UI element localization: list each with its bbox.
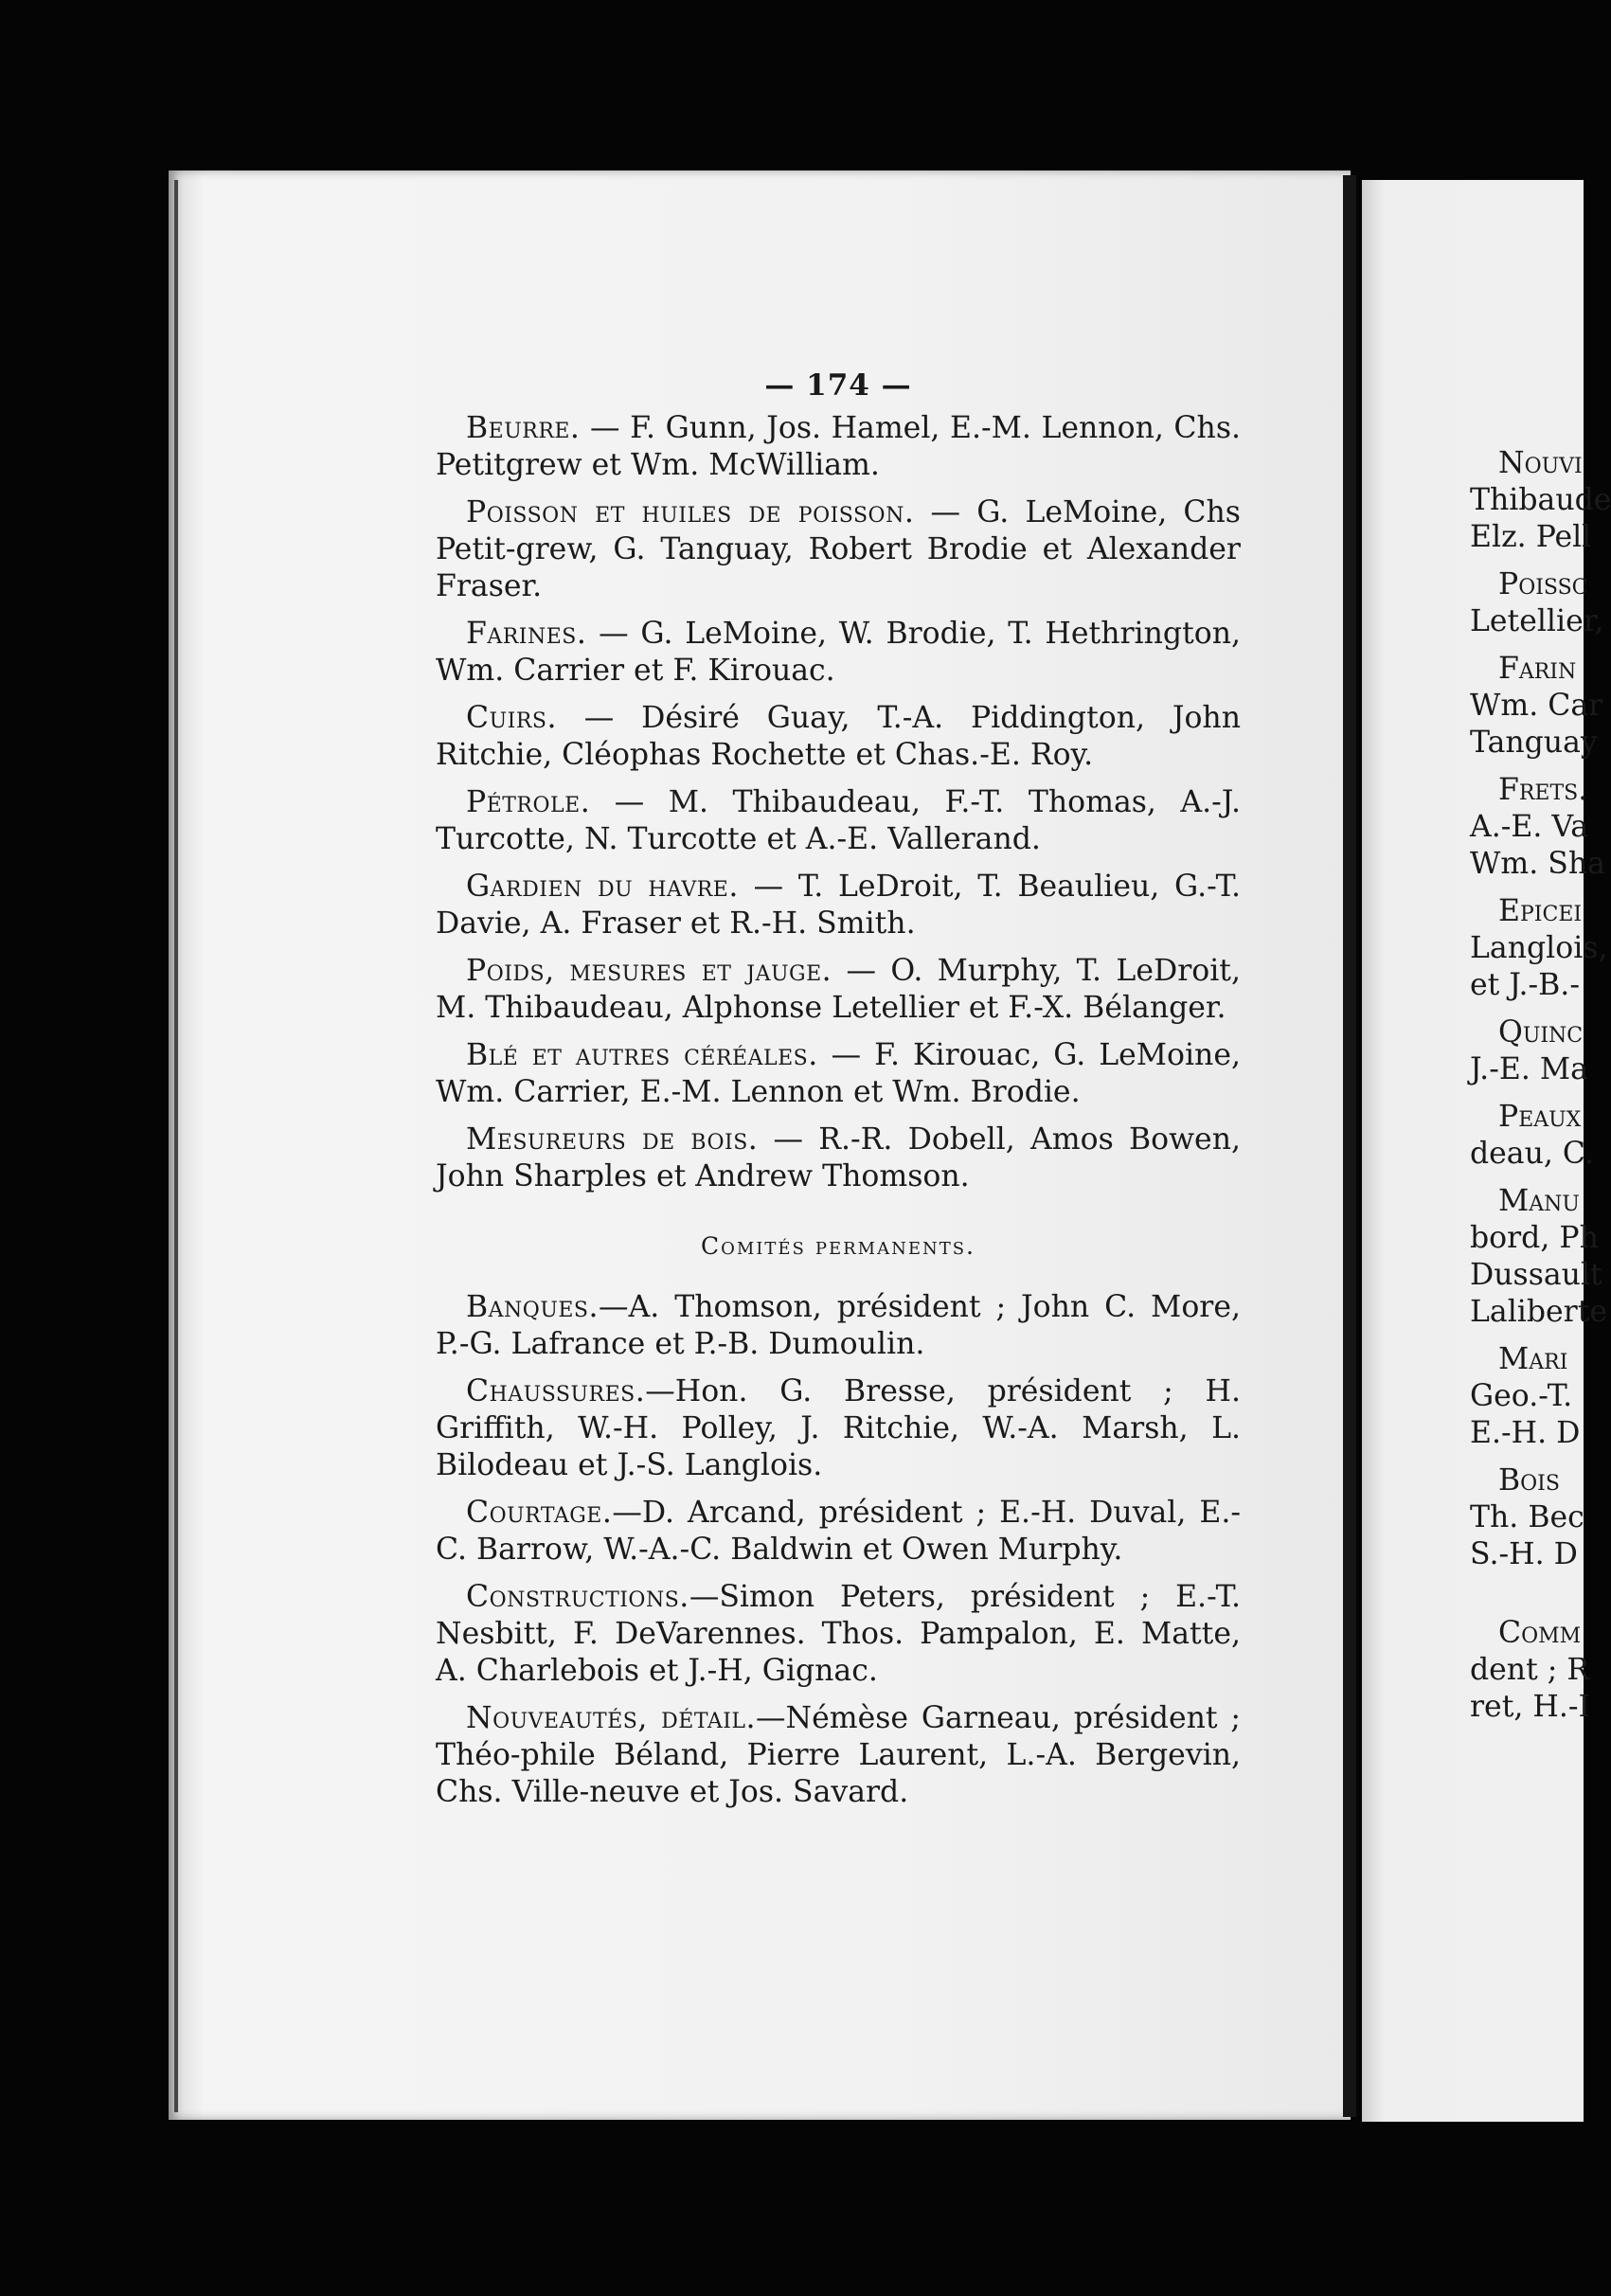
facing-page-text: [1470, 445, 1611, 1726]
entry-members: — M. Thibaudeau, F.-T. Thomas, A.-J. Turcotte, N. Turcotte et A.-E. Vallerand.: [436, 785, 1241, 856]
facing-line: Letellier,: [1470, 604, 1604, 638]
entry-heading: Farines.: [466, 617, 587, 651]
entry-members: — F. Kirouac, G. LeMoine, Wm. Carrier, E.-M. Lennon et Wm. Brodie.: [436, 1038, 1242, 1109]
entry: [436, 1700, 1241, 1811]
entry-members: — G. LeMoine, Chs Petit-grew, G. Tanguay, Robert Brodie et Alexander Fraser.: [436, 495, 1241, 603]
entry-members: — Désiré Guay, T.-A. Piddington, John Ritchie, Cléophas Rochette et Chas.-E. Roy.: [436, 701, 1241, 772]
facing-line: Mari: [1498, 1342, 1568, 1376]
entry: [436, 784, 1241, 858]
facing-line: Th. Bec: [1470, 1500, 1584, 1534]
entry-members: —Hon. G. Bresse, président ; H. Griffith, W.-H. Polley, J. Ritchie, W.-A. Marsh, L. Bilodeau et J.-S. Langlois.: [436, 1374, 1241, 1482]
entries-list: [436, 410, 1241, 1195]
facing-line: et J.-B.-: [1470, 968, 1580, 1002]
entry-heading: Poids, mesures et jauge.: [466, 954, 832, 988]
entry: [436, 1289, 1241, 1363]
facing-line: J.-E. Ma: [1470, 1052, 1588, 1086]
section-title: Comités permanents.: [700, 1232, 976, 1260]
facing-line: E.-H. D: [1470, 1416, 1581, 1450]
entry-heading: Constructions.: [466, 1580, 689, 1614]
facing-line: bord, Ph: [1470, 1221, 1599, 1255]
entry-heading: Beurre.: [466, 411, 581, 445]
entry: [436, 410, 1241, 484]
entry-members: —A. Thomson, président ; John C. More, P.-G. Lafrance et P.-B. Dumoulin.: [436, 1290, 1241, 1361]
entry-members: — R.-R. Dobell, Amos Bowen, John Sharples et Andrew Thomson.: [436, 1122, 1241, 1193]
entry-heading: Chaussures.: [466, 1374, 646, 1408]
entry: [436, 1579, 1241, 1690]
entry-heading: Nouveautés, détail.: [466, 1701, 757, 1735]
facing-line: Laliberte: [1470, 1295, 1608, 1329]
entry: [436, 1037, 1241, 1111]
facing-line: Elz. Pell: [1470, 520, 1592, 554]
facing-line: Farin: [1498, 652, 1577, 686]
entry-members: —Simon Peters, président ; E.-T. Nesbitt, F. DeVarennes. Thos. Pampalon, E. Matte, A. Charlebois et J.-H, Gignac.: [436, 1580, 1241, 1688]
book-gutter: [1343, 175, 1356, 2117]
committees-list: [436, 1289, 1241, 1811]
facing-line: Peaux: [1498, 1100, 1582, 1134]
entry-heading: Pétrole.: [466, 785, 591, 819]
entry-heading: Cuirs.: [466, 701, 557, 735]
entry: [436, 494, 1241, 605]
entry-members: — F. Gunn, Jos. Hamel, E.-M. Lennon, Chs. Petitgrew et Wm. McWilliam.: [436, 411, 1241, 482]
facing-line: S.-H. D: [1470, 1537, 1578, 1571]
entry-heading: Courtage.: [466, 1496, 613, 1530]
entry: [436, 1495, 1241, 1569]
facing-line: Wm. Car: [1470, 689, 1603, 723]
facing-line: Nouvi: [1498, 446, 1583, 480]
entry-heading: Poisson et huiles de poisson.: [466, 495, 915, 529]
entry: [436, 1121, 1241, 1195]
facing-line: Frets.: [1498, 773, 1588, 807]
facing-line: Wm. Sha: [1470, 847, 1605, 881]
facing-line: deau, C.: [1470, 1137, 1594, 1171]
entry-members: —Némèse Garneau, président ; Théo-phile Béland, Pierre Laurent, L.-A. Bergevin, Chs. Ville-neuve et Jos. Savard.: [436, 1701, 1241, 1809]
entry-members: — G. LeMoine, W. Brodie, T. Hethrington, Wm. Carrier et F. Kirouac.: [436, 617, 1241, 688]
facing-page-text-clip: [1362, 180, 1611, 2122]
facing-line: ret, H.-I: [1470, 1690, 1590, 1724]
page-number: — 174 —: [764, 368, 912, 403]
entry: [436, 953, 1241, 1027]
entry-members: — O. Murphy, T. LeDroit, M. Thibaudeau, Alphonse Letellier et F.-X. Bélanger.: [436, 954, 1241, 1025]
entry-heading: Gardien du havre.: [466, 870, 739, 904]
facing-line: dent ; R: [1470, 1653, 1590, 1687]
entry-heading: Banques.: [466, 1290, 600, 1324]
entry: [436, 1373, 1241, 1484]
facing-line: Dussault: [1470, 1258, 1602, 1292]
facing-line: Comm: [1498, 1616, 1582, 1650]
facing-line: Poissc: [1498, 567, 1588, 601]
page-edge-shadow: [174, 180, 178, 2112]
facing-line: Geo.-T.: [1470, 1379, 1573, 1413]
facing-line: Thibaude: [1470, 483, 1611, 517]
page-text: [436, 368, 1241, 1821]
facing-line: Bois: [1498, 1463, 1560, 1498]
facing-line: Tanguay: [1470, 726, 1598, 760]
entry-members: — T. LeDroit, T. Beaulieu, G.-T. Davie, A. Fraser et R.-H. Smith.: [436, 870, 1241, 941]
entry-heading: Mesureurs de bois.: [466, 1122, 759, 1157]
entry: [436, 869, 1241, 942]
entry-members: —D. Arcand, président ; E.-H. Duval, E.-C. Barrow, W.-A.-C. Baldwin et Owen Murphy.: [436, 1496, 1241, 1567]
facing-line: Manu: [1498, 1184, 1580, 1218]
entry: [436, 700, 1241, 774]
entry-heading: Blé et autres céréales.: [466, 1038, 818, 1072]
facing-line: Epicei: [1498, 894, 1583, 928]
facing-line: Quinc: [1498, 1015, 1584, 1049]
facing-line: A.-E. Va: [1470, 810, 1589, 844]
entry: [436, 616, 1241, 690]
facing-line: Langlois,: [1470, 931, 1608, 965]
